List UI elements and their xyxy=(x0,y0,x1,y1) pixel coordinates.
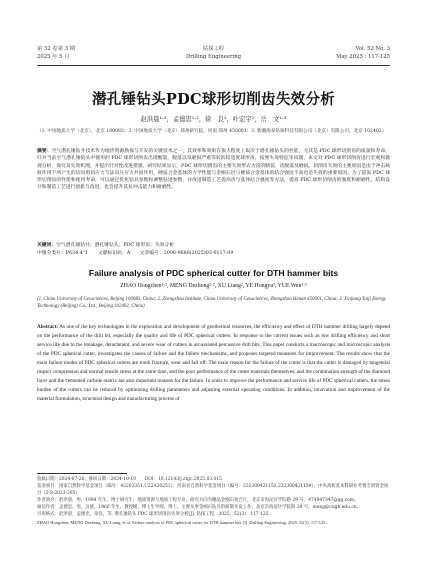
fund-info: 基金项目：国家自然科学基金项目（编号：42202351,U22A20251）；河南省自然科学基金项目（编号：232300421152,232300421159）；中央高校基本科研业务费专项资金项目（2-9-2023-205） xyxy=(37,484,389,497)
abstract-en-label: Abstract: xyxy=(37,324,59,330)
date-cn: 2025 年 5 月 xyxy=(37,54,70,60)
authors-en: ZHAO Hongchen¹·², MENG Dezhong¹·², XU Liang², YE Hongyu², YUE Wen¹·³ xyxy=(120,283,307,289)
issue-cn: 第 52 卷第 3 期 xyxy=(37,46,76,52)
abstract-cn-label: 摘要： xyxy=(37,148,52,154)
footnotes xyxy=(37,476,390,526)
corresponding-author-info: 通信作者：孟德忠，男，汉族，1966 年生，教授级，博士生导师，博士，主要从事金刚石钻具的研制开发工作，北京市海淀区学院路 29 号，meng@cugb.edu.cn。 xyxy=(37,505,362,511)
volume-en: Vol. 52 No. 3 xyxy=(355,46,390,52)
journal-name-en: Drilling Engineering xyxy=(185,54,242,60)
citation-cn: 引用格式：赵洪晨，孟德忠，徐良，等. 潜孔锤钻头 PDC 球形切削齿失效分析[J]. 钻探工程，2025，52(3)：117-125. xyxy=(37,512,270,518)
classification-cn: 中图分类号：P634.4⁺1 文献标识码：A 文章编号：2096-9686(2025)03-0117-09 xyxy=(37,251,234,256)
abstract-en xyxy=(37,323,390,404)
keywords-cn-label: 关键词： xyxy=(37,242,57,248)
journal-name-cn: 钻探工程 xyxy=(202,46,225,52)
running-header xyxy=(37,45,390,67)
title-en: Failure analysis of PDC spherical cutter for DTH hammer bits xyxy=(88,268,339,278)
received-date-doi: 收稿日期：2024-07-26；修回日期：2024-10-10 DOI：10.12143/j.ztgc.2025.03.015 xyxy=(37,477,222,482)
affiliations-en: (1. China University of Geosciences, Beijing 100083, China; 2. Zhengzhou Institute, China University of Geosciences, Zhengzhou Henan 450001, China; 3. Xinjiang Taiji Energy Technology (Beijing) Co., Ltd., Beijing 102402, China) xyxy=(37,297,387,310)
abstract-cn-text: 空气潜孔锤钻井技术作为地热资源勘探与开发的关键技术之一，其效率和效果在很大程度上取决于潜孔锤钻头的性能，尤其是 PDC 球形切削齿的质量和寿命。针对当前空气潜孔锤钻头中使用的 PDC 球形切削齿出现断裂、脱落以及磨损严重等较的较适度球形齿，按照失效特征等问题，本文对 PDC 球形切削齿进行宏观和微观分析，探究其失效机理，并提出针对性改进措施。研究结果显示，PDC 球形切削齿的主要失效形式为齿的断裂、齿脱落及磨损。切削齿失效的主要原因是由于冲击载荷作用下所产生的切向剪切应力与法向压应力共同作用，硬质合金基体的力学性能与金刚石层与硬质合金基体的结合强度不高也是失效的重要原因。为了提高 PDC 球形切削齿的性能和使用寿命，可以通过优化钻具参数和调整钻进参数，并改进制造工艺提高齿与基体结合强度等方法，提高 PDC 球形切削齿的强度和耐磨性。结构设计和制造工艺进行创新与改进，也会提升其抗冲击能力和耐磨性。 xyxy=(37,149,390,191)
keywords-cn xyxy=(37,242,390,249)
footnote-rule xyxy=(37,473,127,474)
abstract-cn xyxy=(37,148,390,192)
header-rule xyxy=(37,65,390,66)
abstract-en-text: As one of the key technologies in the exploration and development of geothermal resources, the efficiency and effect of DTH hammer drilling largely depend on the performance of the drill bit, especially the quality and life of PDC spherical cutters. In response to the current issues such as low drilling efficiency and short service life due to the breakage, detachment, and severe wear of cutters in air-assisted percussive drill bits. This paper conducts a macroscopic and microscopic analysis of the PDC spherical cutter, investigates the causes of failure and the failure mechanisms, and proposes targeted measures for improvement. The results show that the main failure modes of PDC spherical cutters are tooth fracture, wear and fall off. The main reason for the failure of the cutter is that the cutter is damaged by tangential impact compression and normal tensile stress at the same time, and the poor performance of the cutter materials themselves, and the combination strength of the diamond layer and the cemented carbide matrix are also important reasons for the failure. In order to improve the performance and service life of PDC spherical cutters, the stress burden of the cutters can be reduced by optimizing drilling parameters and adjusting external operating conditions. In addition, innovation and improvement of the material formulation, structural design and manufacturing process of xyxy=(37,324,390,402)
affiliations-cn: （1. 中国地质大学（北京），北京 100083；2. 中国地质大学（北京）郑州研究院，河南 郑州 450001；3. 新疆海泰钻探科技有限公司（北京）有限公司，北京 102402） xyxy=(37,129,387,134)
first-author-info: 作者简介：赵洪晨，男，1994 年生，博士研究生，地质资源与地质工程专业，研究方向为聚晶金刚石复合片，北京市海淀区学院路 29 号，474947347@qq.com。 xyxy=(37,498,359,504)
keywords-cn-text: 空气潜孔锤钻井；潜孔锤钻头；PDC 球形齿；失效分析 xyxy=(56,243,175,248)
title-cn: 潜孔锤钻头PDC球形切削齿失效分析 xyxy=(91,91,336,108)
date-pages-en: May 2025 : 117-125 xyxy=(336,54,390,60)
header-right xyxy=(336,45,390,61)
citation-en: ZHAO Hongchen, MENG Dezhong, XU Liang, et al. Failure analysis of PDC spherical cutter for DTH hammer bits [J]. Drilling Engineering, 2025, 52(3): 117-125. xyxy=(37,519,327,525)
authors-cn: 赵洪晨¹·²，孟德忠¹·²，徐 良²，叶宏宇²，岳 文¹·³ xyxy=(140,116,287,123)
